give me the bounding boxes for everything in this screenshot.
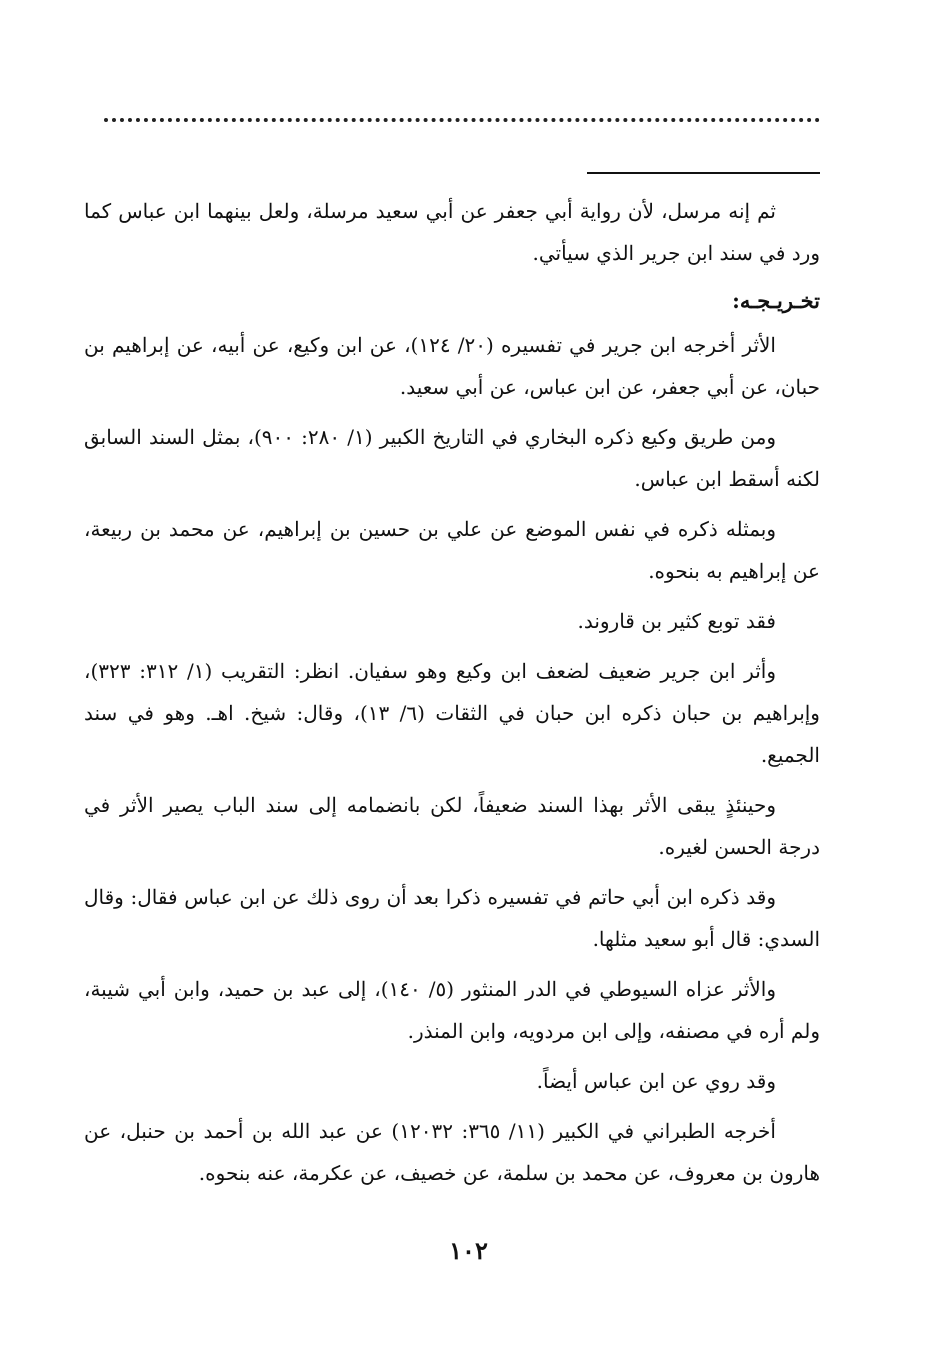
page-text xyxy=(84,190,820,1202)
intro-paragraph: ثم إنه مرسل، لأن رواية أبي جعفر عن أبي سعيد مرسلة، ولعل بينهما ابن عباس كما ورد في سند ابن جرير الذي سيأتي. xyxy=(84,199,820,265)
body-paragraph: الأثر أخرجه ابن جرير في تفسيره (٢٠/ ١٢٤)، عن ابن وكيع، عن أبيه، عن إبراهيم بن حبان، عن أبي جعفر، عن ابن عباس، عن أبي سعيد. xyxy=(84,333,820,399)
body-paragraph: والأثر عزاه السيوطي في الدر المنثور (٥/ ١٤٠)، إلى عبد بن حميد، وابن أبي شيبة، ولم أره في مصنفه، وإلى ابن مردويه، وابن المنذر. xyxy=(84,977,820,1043)
body-paragraph: وأثر ابن جرير ضعيف لضعف ابن وكيع وهو سفيان. انظر: التقريب (١/ ٣١٢: ٣٢٣)، وإبراهيم بن حبان ذكره ابن حبان في الثقات (٦/ ١٣)، وقال: شيخ. اهـ. وهو في سند الجميع. xyxy=(84,659,820,767)
footnote-rule xyxy=(587,172,820,174)
body-paragraph: وحينئذٍ يبقى الأثر بهذا السند ضعيفاً، لكن بانضمامه إلى سند الباب يصير الأثر في درجة الحسن لغيره. xyxy=(84,793,820,859)
body-paragraph: وقد روي عن ابن عباس أيضاً. xyxy=(536,1069,776,1093)
body-paragraph: ومن طريق وكيع ذكره البخاري في التاريخ الكبير (١/ ٢٨٠: ٩٠٠)، بمثل السند السابق لكنه أسقط ابن عباس. xyxy=(84,425,820,491)
body-paragraph: فقد توبع كثير بن قاروند. xyxy=(577,609,776,633)
body-paragraph: أخرجه الطبراني في الكبير (١١/ ٣٦٥: ١٢٠٣٢) عن عبد الله بن أحمد بن حنبل، عن هارون بن معروف، عن محمد بن سلمة، عن خصيف، عن عكرمة، عنه بنحوه. xyxy=(84,1119,820,1185)
body-paragraph: وقد ذكره ابن أبي حاتم في تفسيره ذكرا بعد أن روى ذلك عن ابن عباس فقال: وقال السدي: قال أبو سعيد مثلها. xyxy=(84,885,820,951)
body-paragraph: وبمثله ذكره في نفس الموضع عن علي بن حسين بن إبراهيم، عن محمد بن ربيعة، عن إبراهيم به بنحوه. xyxy=(84,517,820,583)
section-heading: تخـريـجـه: xyxy=(732,288,820,313)
page-number: ١٠٢ xyxy=(449,1236,488,1265)
dotted-separator xyxy=(104,118,820,122)
